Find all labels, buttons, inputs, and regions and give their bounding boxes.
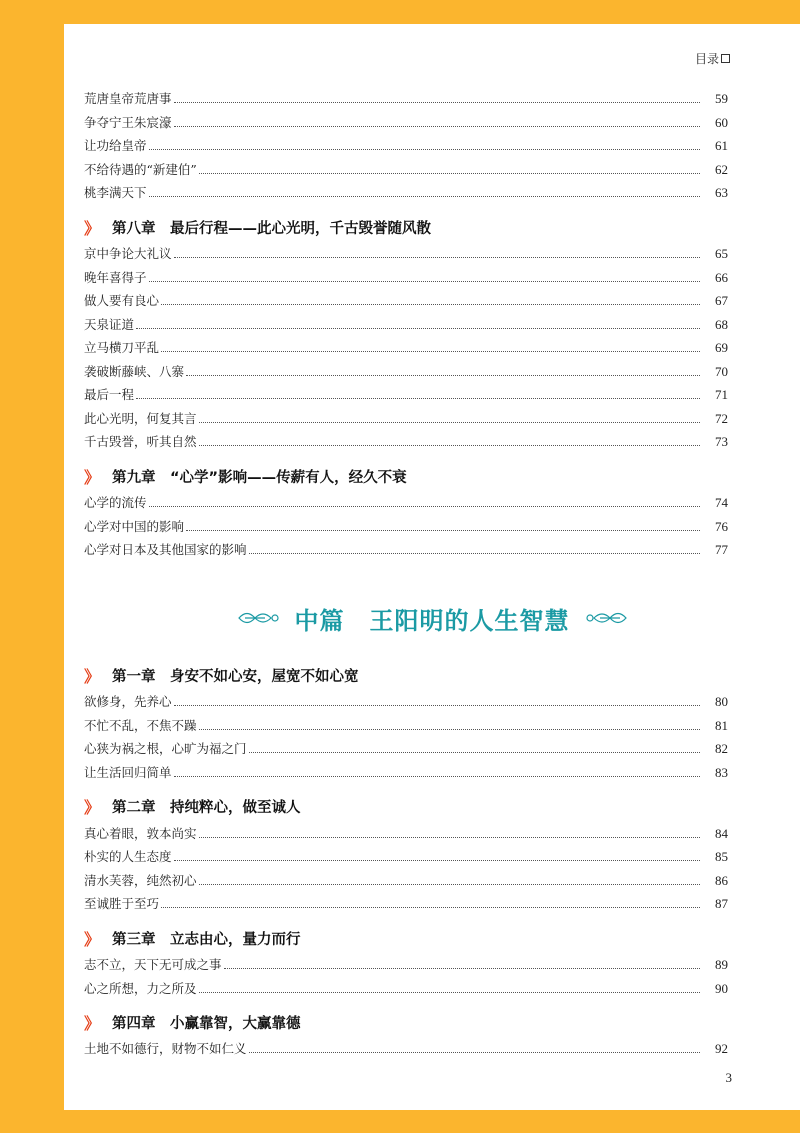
toc-entry[interactable]: [84, 114, 728, 132]
ornament-left-icon: [237, 607, 281, 629]
chapter-title: 第三章 立志由心，量力而行: [112, 931, 301, 948]
toc-entry[interactable]: [84, 872, 728, 890]
entry-page: 59: [715, 91, 728, 106]
entry-page: 67: [715, 293, 728, 308]
dot-leader: [174, 257, 700, 258]
chapter-heading[interactable]: [84, 927, 301, 949]
toc-entry[interactable]: [84, 316, 728, 334]
entry-page: 76: [715, 519, 728, 534]
toc-entry[interactable]: [84, 184, 728, 202]
entry-title: 晚年喜得子: [84, 270, 147, 285]
chapter-title: 第二章 持纯粹心，做至诚人: [112, 799, 301, 816]
entry-page: 83: [715, 765, 728, 780]
entry-title: 不忙不乱，不焦不躁: [84, 718, 197, 733]
entry-title: 心学对中国的影响: [84, 519, 185, 534]
toc-entry[interactable]: [84, 292, 728, 310]
toc-entry[interactable]: [84, 433, 728, 451]
toc-page: [64, 24, 800, 1110]
toc-entry[interactable]: [84, 161, 728, 179]
entry-title: 千古毁誉，听其自然: [84, 434, 197, 449]
entry-page: 82: [715, 741, 728, 756]
entry-title: 让功给皇帝: [84, 138, 147, 153]
dot-leader: [224, 968, 700, 969]
dot-leader: [249, 752, 700, 753]
entry-page: 72: [715, 411, 728, 426]
dot-leader: [161, 351, 700, 352]
chapter-title: 第四章 小赢靠智，大赢靠德: [112, 1015, 301, 1032]
entry-page: 63: [715, 185, 728, 200]
entry-title: 争夺宁王朱宸濠: [84, 115, 172, 130]
toc-entry[interactable]: [84, 269, 728, 287]
dot-leader: [199, 445, 700, 446]
dot-leader: [249, 553, 700, 554]
entry-title: 让生活回归简单: [84, 765, 172, 780]
entry-title: 土地不如德行，财物不如仁义: [84, 1041, 247, 1056]
toc-entry[interactable]: [84, 386, 728, 404]
entry-title: 心之所想，力之所及: [84, 981, 197, 996]
entry-title: 天泉证道: [84, 317, 135, 332]
entry-title: 欲修身，先养心: [84, 694, 172, 709]
entry-page: 87: [715, 896, 728, 911]
entry-title: 志不立，天下无可成之事: [84, 957, 222, 972]
toc-entry[interactable]: [84, 848, 728, 866]
entry-page: 65: [715, 246, 728, 261]
toc-entry[interactable]: [84, 764, 728, 782]
double-chevron-icon: 》: [84, 218, 101, 238]
entry-title: 心学对日本及其他国家的影响: [84, 542, 247, 557]
entry-title: 真心着眼，敦本尚实: [84, 826, 197, 841]
entry-title: 此心光明，何复其言: [84, 411, 197, 426]
entry-title: 立马横刀平乱: [84, 340, 160, 355]
dot-leader: [174, 126, 700, 127]
square-icon: [721, 54, 730, 63]
entry-page: 73: [715, 434, 728, 449]
chapter-title: 第九章 “心学”影响——传薪有人，经久不衰: [112, 469, 407, 486]
chapter-title: 第一章 身安不如心安，屋宽不如心宽: [112, 668, 359, 685]
toc-entry[interactable]: [84, 895, 728, 913]
entry-page: 86: [715, 873, 728, 888]
double-chevron-icon: 》: [84, 1013, 101, 1033]
toc-entry[interactable]: [84, 494, 728, 512]
dot-leader: [149, 281, 700, 282]
entry-page: 84: [715, 826, 728, 841]
dot-leader: [199, 992, 700, 993]
toc-entry[interactable]: [84, 541, 728, 559]
toc-entry[interactable]: [84, 518, 728, 536]
dot-leader: [186, 530, 700, 531]
double-chevron-icon: 》: [84, 467, 101, 487]
entry-page: 89: [715, 957, 728, 972]
chapter-heading[interactable]: [84, 465, 407, 487]
page-number: 3: [725, 1070, 732, 1085]
toc-entry[interactable]: [84, 1040, 728, 1058]
entry-page: 61: [715, 138, 728, 153]
dot-leader: [136, 328, 700, 329]
dot-leader: [199, 884, 700, 885]
entry-page: 90: [715, 981, 728, 996]
entry-title: 袭破断藤峡、八寨: [84, 364, 185, 379]
ornament-right-icon: [584, 607, 628, 629]
dot-leader: [199, 837, 700, 838]
dot-leader: [186, 375, 700, 376]
dot-leader: [199, 729, 700, 730]
toc-entry[interactable]: [84, 245, 728, 263]
entry-page: 80: [715, 694, 728, 709]
entry-page: 71: [715, 387, 728, 402]
entry-title: 京中争论大礼议: [84, 246, 172, 261]
toc-entry[interactable]: [84, 825, 728, 843]
dot-leader: [174, 860, 700, 861]
entry-title: 心学的流传: [84, 495, 147, 510]
chapter-title: 第八章 最后行程——此心光明，千古毁誉随风散: [112, 220, 432, 237]
entry-page: 85: [715, 849, 728, 864]
entry-title: 最后一程: [84, 387, 135, 402]
entry-page: 69: [715, 340, 728, 355]
toc-entry[interactable]: [84, 956, 728, 974]
toc-entry[interactable]: [84, 693, 728, 711]
entry-page: 81: [715, 718, 728, 733]
entry-page: 62: [715, 162, 728, 177]
entry-title: 清水芙蓉，纯然初心: [84, 873, 197, 888]
toc-entry[interactable]: [84, 339, 728, 357]
entry-title: 至诚胜于至巧: [84, 896, 160, 911]
double-chevron-icon: 》: [84, 666, 101, 686]
toc-entry[interactable]: [84, 740, 728, 758]
entry-title: 朴实的人生态度: [84, 849, 172, 864]
dot-leader: [174, 102, 700, 103]
double-chevron-icon: 》: [84, 797, 101, 817]
entry-page: 68: [715, 317, 728, 332]
toc-entry[interactable]: [84, 137, 728, 155]
dot-leader: [149, 196, 700, 197]
toc-entry[interactable]: [84, 90, 728, 108]
chapter-heading[interactable]: [84, 1011, 301, 1033]
toc-entry[interactable]: [84, 363, 728, 381]
chapter-heading[interactable]: [84, 795, 301, 817]
section-title: 中篇 王阳明的人生智慧: [294, 605, 570, 635]
dot-leader: [136, 398, 700, 399]
entry-page: 77: [715, 542, 728, 557]
dot-leader: [149, 506, 700, 507]
section-heading[interactable]: [64, 598, 800, 638]
entry-title: 荒唐皇帝荒唐事: [84, 91, 172, 106]
running-header: [695, 50, 730, 67]
dot-leader: [161, 304, 700, 305]
dot-leader: [161, 907, 700, 908]
dot-leader: [174, 776, 700, 777]
double-chevron-icon: 》: [84, 929, 101, 949]
toc-entry[interactable]: [84, 717, 728, 735]
entry-page: 70: [715, 364, 728, 379]
toc-entry[interactable]: [84, 980, 728, 998]
entry-page: 66: [715, 270, 728, 285]
chapter-heading[interactable]: [84, 664, 359, 686]
dot-leader: [249, 1052, 700, 1053]
entry-page: 60: [715, 115, 728, 130]
chapter-heading[interactable]: [84, 216, 431, 238]
entry-page: 92: [715, 1041, 728, 1056]
dot-leader: [199, 422, 700, 423]
dot-leader: [174, 705, 700, 706]
dot-leader: [199, 173, 700, 174]
header-label: 目录: [694, 52, 719, 66]
toc-entry[interactable]: [84, 410, 728, 428]
entry-title: 不给待遇的“新建伯”: [84, 162, 197, 177]
entry-title: 做人要有良心: [84, 293, 160, 308]
entry-title: 心狭为祸之根，心旷为福之门: [84, 741, 247, 756]
dot-leader: [149, 149, 700, 150]
entry-page: 74: [715, 495, 728, 510]
entry-title: 桃李满天下: [84, 185, 147, 200]
